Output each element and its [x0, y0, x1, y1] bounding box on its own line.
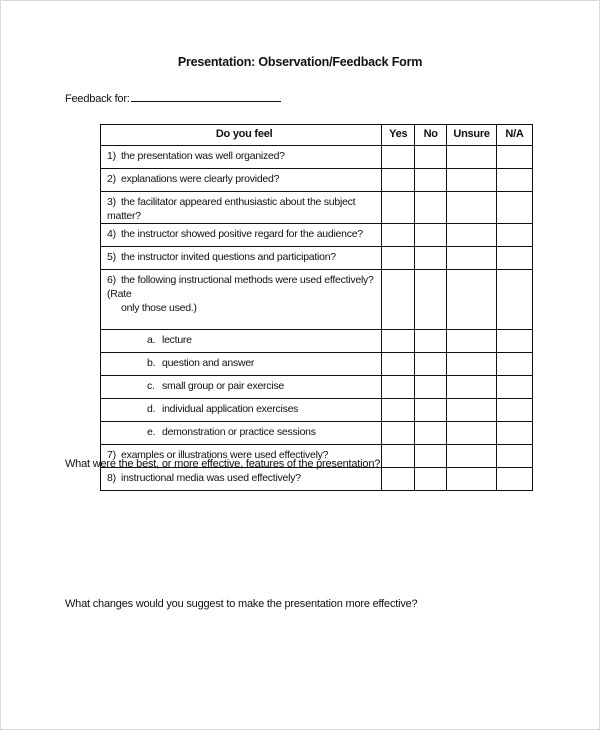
no-cell[interactable] — [415, 330, 447, 353]
header-do-you-feel: Do you feel — [101, 125, 382, 146]
yes-cell[interactable] — [382, 192, 415, 224]
na-cell[interactable] — [497, 376, 533, 399]
yes-cell[interactable] — [382, 399, 415, 422]
na-cell[interactable] — [497, 224, 533, 247]
na-cell[interactable] — [497, 468, 533, 491]
table-row — [101, 224, 533, 247]
row-text: explanations were clearly provided? — [121, 173, 280, 185]
row-number: 6) — [107, 274, 116, 286]
unsure-cell[interactable] — [447, 192, 497, 224]
row-letter: c. — [147, 380, 155, 392]
row-number: 1) — [107, 150, 116, 162]
yes-cell[interactable] — [382, 247, 415, 270]
row-question — [101, 422, 382, 445]
row-letter: a. — [147, 334, 156, 346]
unsure-cell[interactable] — [447, 353, 497, 376]
unsure-cell[interactable] — [447, 422, 497, 445]
table-row — [101, 270, 533, 330]
row-text-line1: the following instructional methods were used effectively? (Rate — [107, 274, 374, 300]
row-text: the facilitator appeared enthusiastic about the subject matter? — [107, 196, 356, 222]
row-text: lecture — [162, 334, 192, 346]
table-header-row — [101, 125, 533, 146]
na-cell[interactable] — [497, 330, 533, 353]
row-question — [101, 468, 382, 491]
row-question — [101, 169, 382, 192]
na-cell[interactable] — [497, 353, 533, 376]
no-cell[interactable] — [415, 247, 447, 270]
table-row — [101, 192, 533, 224]
yes-cell[interactable] — [382, 445, 415, 468]
no-cell[interactable] — [415, 376, 447, 399]
unsure-cell[interactable] — [447, 445, 497, 468]
row-question — [101, 224, 382, 247]
row-text: individual application exercises — [162, 403, 299, 415]
unsure-cell[interactable] — [447, 468, 497, 491]
header-na: N/A — [497, 125, 533, 146]
row-number: 5) — [107, 251, 116, 263]
best-features-question: What were the best, or more effective, features of the presentation? — [65, 458, 381, 470]
row-question — [101, 146, 382, 169]
unsure-cell[interactable] — [447, 376, 497, 399]
unsure-cell[interactable] — [447, 146, 497, 169]
na-cell[interactable] — [497, 445, 533, 468]
row-number: 4) — [107, 228, 116, 240]
row-question — [101, 399, 382, 422]
unsure-cell[interactable] — [447, 224, 497, 247]
table-row — [101, 468, 533, 491]
row-text: small group or pair exercise — [162, 380, 284, 392]
row-question — [101, 353, 382, 376]
table-row — [101, 169, 533, 192]
row-letter: d. — [147, 403, 156, 415]
row-text-line2: only those used.) — [121, 302, 197, 314]
row-number: 2) — [107, 173, 116, 185]
yes-cell[interactable] — [382, 224, 415, 247]
yes-cell[interactable] — [382, 353, 415, 376]
header-unsure: Unsure — [447, 125, 497, 146]
row-question — [101, 270, 382, 330]
yes-cell[interactable] — [382, 330, 415, 353]
table-row — [101, 330, 533, 353]
yes-cell[interactable] — [382, 146, 415, 169]
unsure-cell[interactable] — [447, 247, 497, 270]
row-number: 3) — [107, 196, 116, 208]
na-cell[interactable] — [497, 247, 533, 270]
na-cell[interactable] — [497, 192, 533, 224]
no-cell[interactable] — [415, 445, 447, 468]
no-cell[interactable] — [415, 146, 447, 169]
yes-cell[interactable] — [382, 376, 415, 399]
table-row — [101, 376, 533, 399]
na-cell[interactable] — [497, 270, 533, 330]
na-cell[interactable] — [497, 169, 533, 192]
feedback-for-field — [65, 91, 281, 105]
row-text: examples or illustrations were used effectively? — [121, 449, 329, 461]
no-cell[interactable] — [415, 224, 447, 247]
no-cell[interactable] — [415, 399, 447, 422]
row-text: demonstration or practice sessions — [162, 426, 316, 438]
header-no: No — [415, 125, 447, 146]
yes-cell[interactable] — [382, 422, 415, 445]
no-cell[interactable] — [415, 169, 447, 192]
row-letter: b. — [147, 357, 156, 369]
no-cell[interactable] — [415, 270, 447, 330]
row-letter: e. — [147, 426, 156, 438]
no-cell[interactable] — [415, 422, 447, 445]
changes-question: What changes would you suggest to make the presentation more effective? — [65, 598, 418, 610]
unsure-cell[interactable] — [447, 399, 497, 422]
row-text: the instructor showed positive regard for the audience? — [121, 228, 363, 240]
row-text: instructional media was used effectively? — [121, 472, 301, 484]
no-cell[interactable] — [415, 192, 447, 224]
table-row — [101, 146, 533, 169]
unsure-cell[interactable] — [447, 330, 497, 353]
unsure-cell[interactable] — [447, 169, 497, 192]
table-row — [101, 422, 533, 445]
row-text: question and answer — [162, 357, 255, 369]
row-question — [101, 247, 382, 270]
yes-cell[interactable] — [382, 270, 415, 330]
na-cell[interactable] — [497, 422, 533, 445]
yes-cell[interactable] — [382, 169, 415, 192]
table-row — [101, 247, 533, 270]
na-cell[interactable] — [497, 146, 533, 169]
feedback-for-label: Feedback for: — [65, 93, 130, 105]
row-question — [101, 192, 382, 224]
no-cell[interactable] — [415, 468, 447, 491]
row-number: 8) — [107, 472, 116, 484]
row-question — [101, 330, 382, 353]
row-number: 7) — [107, 449, 116, 461]
no-cell[interactable] — [415, 353, 447, 376]
row-question — [101, 376, 382, 399]
unsure-cell[interactable] — [447, 270, 497, 330]
header-yes: Yes — [382, 125, 415, 146]
feedback-table — [100, 124, 533, 491]
feedback-for-blank[interactable] — [131, 91, 281, 102]
na-cell[interactable] — [497, 399, 533, 422]
table-row — [101, 353, 533, 376]
row-text: the presentation was well organized? — [121, 150, 285, 162]
row-text: the instructor invited questions and participation? — [121, 251, 336, 263]
yes-cell[interactable] — [382, 468, 415, 491]
form-title: Presentation: Observation/Feedback Form — [177, 55, 423, 69]
table-row — [101, 399, 533, 422]
